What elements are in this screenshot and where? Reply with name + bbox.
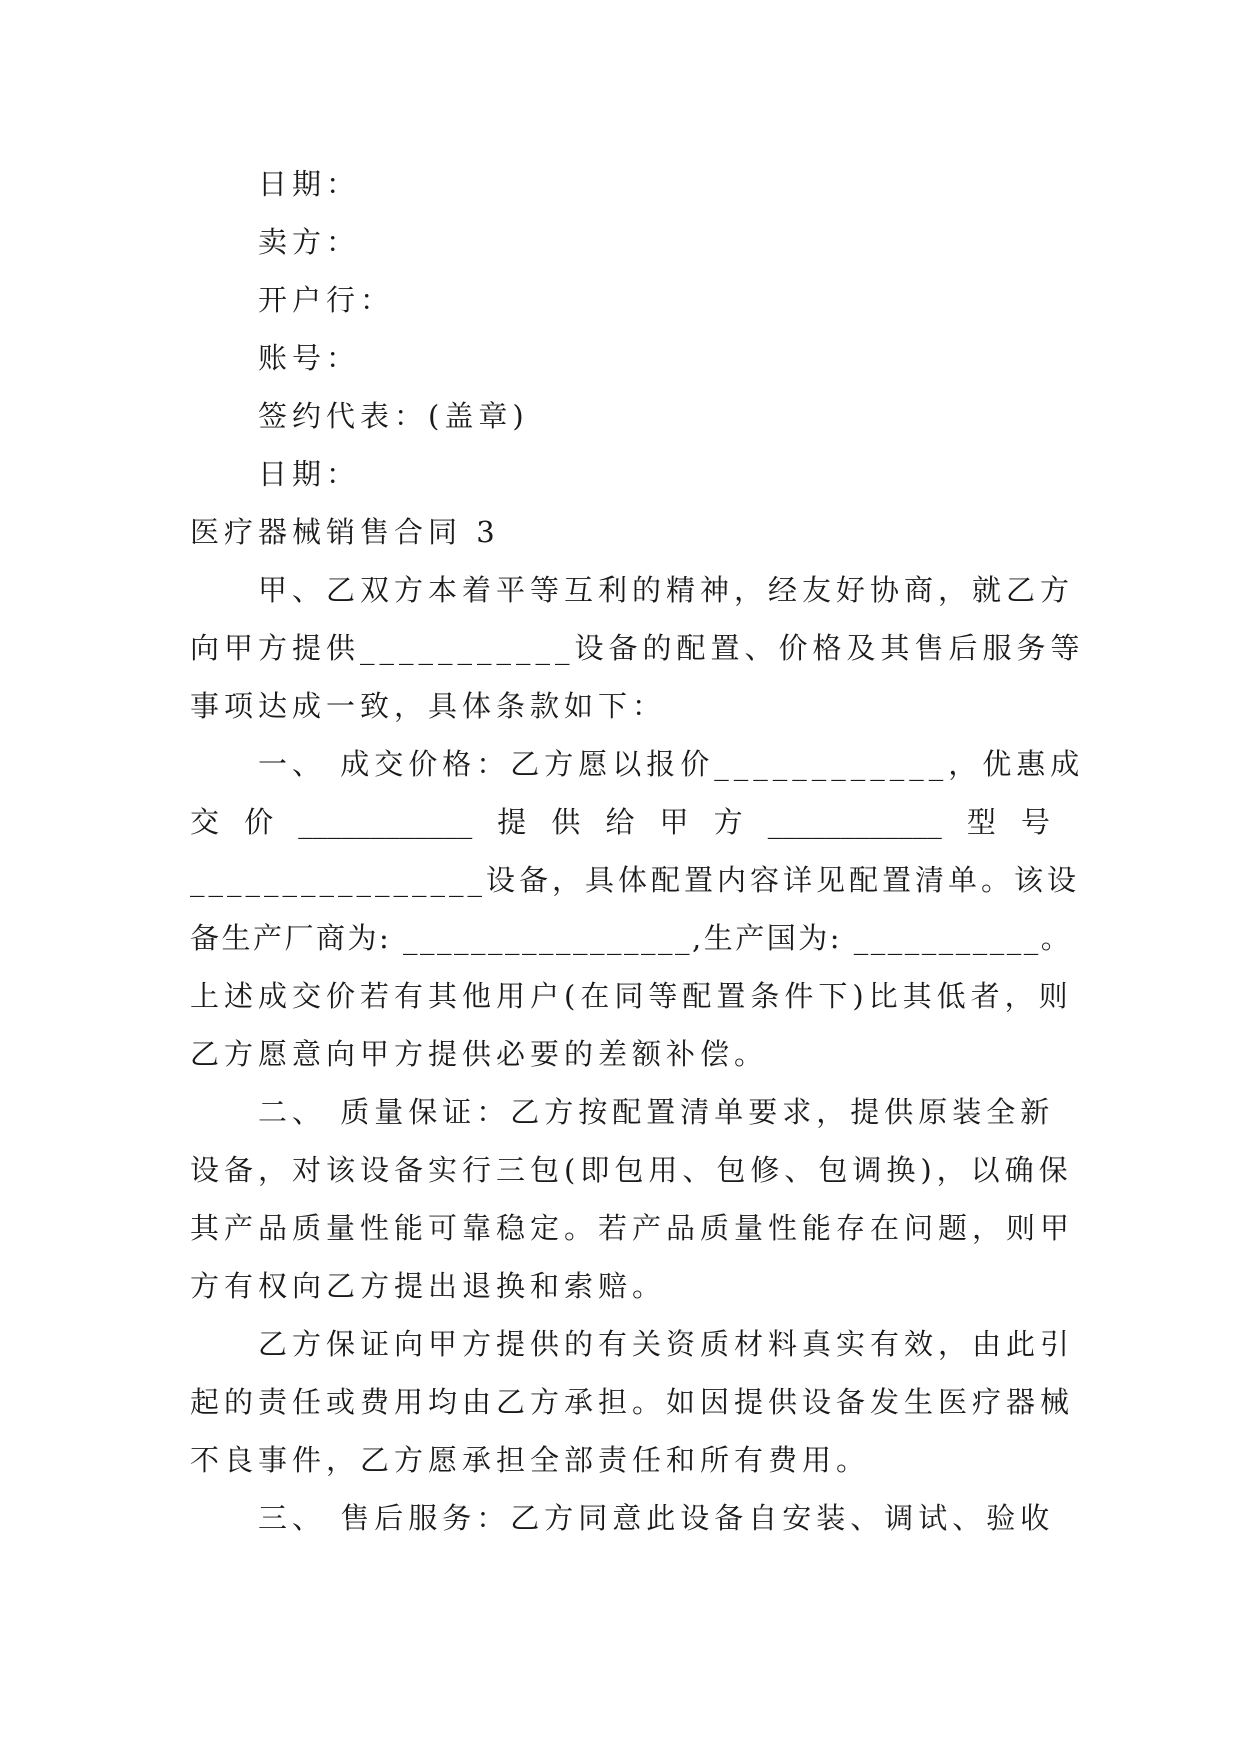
bank-label: 开户行：: [258, 283, 395, 317]
clause1-word: 给: [605, 805, 635, 839]
clause1-word: 价: [244, 805, 274, 839]
clause1-word: 型: [966, 805, 996, 839]
intro-line: 事项达成一致，具体条款如下：: [190, 689, 667, 723]
clause1-word: 甲: [659, 805, 689, 839]
clause2-line: 其产品质量性能可靠稳定。若产品质量性能存在问题，则甲: [190, 1211, 1075, 1245]
clause1-justified-line: [190, 802, 1050, 842]
clause1-word: 提: [497, 805, 527, 839]
clause2-line: 方有权向乙方提出退换和索赔。: [190, 1269, 667, 1303]
clause1-word: 交: [190, 805, 220, 839]
representative-label: 签约代表：(盖章): [258, 399, 529, 433]
contract-title: 医疗器械销售合同 3: [190, 515, 500, 549]
account-label: 账号：: [258, 341, 361, 375]
intro-line: 甲、乙双方本着平等互利的精神，经友好协商，就乙方: [258, 573, 1075, 607]
intro-line: 向甲方提供___________设备的配置、价格及其售后服务等: [190, 631, 1085, 665]
clause1-word: 号: [1020, 805, 1050, 839]
clause2-line: 设备，对该设备实行三包(即包用、包修、包调换)，以确保: [190, 1153, 1073, 1187]
clause1-word: 方: [713, 805, 743, 839]
price-blank: ____________: [298, 805, 473, 839]
clause3-line: 三、 售后服务：乙方同意此设备自安装、调试、验收: [258, 1501, 1055, 1535]
qualification-line: 起的责任或费用均由乙方承担。如因提供设备发生医疗器械: [190, 1385, 1075, 1419]
model-blank: ____________: [767, 805, 942, 839]
qualification-line: 不良事件，乙方愿承担全部责任和所有费用。: [190, 1443, 871, 1477]
seller-label: 卖方：: [258, 225, 361, 259]
qualification-line: 乙方保证向甲方提供的有关资质材料真实有效，由此引: [258, 1327, 1075, 1361]
clause1-word: 供: [551, 805, 581, 839]
clause2-line: 二、 质量保证：乙方按配置清单要求，提供原装全新: [258, 1095, 1055, 1129]
clause1-line: 上述成交价若有其他用户(在同等配置条件下)比其低者，则: [190, 979, 1073, 1013]
date-label: 日期：: [258, 167, 361, 201]
date-label: 日期：: [258, 457, 361, 491]
clause1-line: 乙方愿意向甲方提供必要的差额补偿。: [190, 1037, 769, 1071]
clause1-line: 一、 成交价格：乙方愿以报价____________，优惠成: [258, 747, 1085, 781]
clause1-line: ________________设备，具体配置内容详见配置清单。该设: [190, 863, 1081, 897]
clause1-line: 备生产厂商为: _________________,生产国为: ___________。: [190, 921, 1073, 955]
